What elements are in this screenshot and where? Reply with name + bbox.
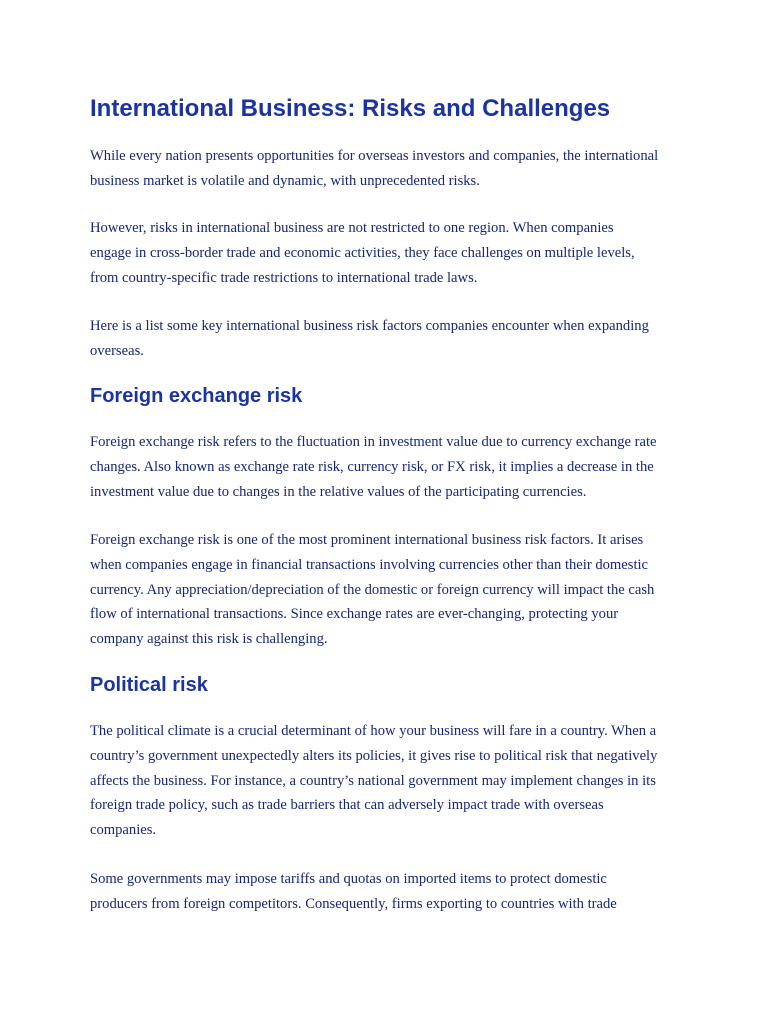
text-line: Here is a list some key international business risk factors companies encounter when expanding — [90, 318, 649, 334]
text-line: investment value due to changes in the relative values of the participating currencies. — [90, 483, 587, 500]
political-risk-paragraph-2 — [90, 867, 617, 917]
text-line: producers from foreign competitors. Consequently, firms exporting to countries with trade — [90, 895, 617, 912]
text-line: The political climate is a crucial determinant of how your business will fare in a country. When a — [90, 723, 657, 739]
section-heading-political-risk: Political risk — [90, 674, 208, 696]
text-line: While every nation presents opportunities for overseas investors and companies, the international — [90, 148, 659, 164]
text-line: companies. — [90, 822, 157, 839]
text-line: affects the business. For instance, a country’s national government may implement changes in its — [90, 772, 656, 789]
text-line: currency. Any appreciation/depreciation of the domestic or foreign currency will impact the cash — [90, 581, 655, 598]
text-line: when companies engage in financial transactions involving currencies other than their domestic — [90, 556, 649, 573]
text-line: flow of international transactions. Since exchange rates are ever-changing, protecting your — [90, 606, 619, 623]
text-line: Foreign exchange risk is one of the most prominent international business risk factors. It arises — [90, 532, 644, 548]
text-line: changes. Also known as exchange rate risk, currency risk, or FX risk, it implies a decrease in the — [90, 458, 654, 475]
intro-paragraph-1 — [90, 144, 658, 194]
text-line: country’s government unexpectedly alters its policies, it gives rise to political risk that negatively — [90, 747, 658, 764]
foreign-exchange-paragraph-2 — [90, 528, 654, 652]
intro-paragraph-2 — [90, 216, 635, 290]
text-line: foreign trade policy, such as trade barriers that can adversely impact trade with overseas — [90, 797, 604, 814]
text-line: Some governments may impose tariffs and quotas on imported items to protect domestic — [90, 871, 607, 887]
text-line: overseas. — [90, 342, 144, 359]
text-line: from country-specific trade restrictions to international trade laws. — [90, 269, 478, 286]
intro-paragraph-3 — [90, 314, 649, 364]
text-line: business market is volatile and dynamic, with unprecedented risks. — [90, 172, 480, 189]
page-title: International Business: Risks and Challenges — [90, 95, 611, 122]
foreign-exchange-paragraph-1 — [90, 430, 657, 504]
political-risk-paragraph-1 — [90, 719, 657, 843]
text-line: engage in cross-border trade and economic activities, they face challenges on multiple levels, — [90, 244, 635, 261]
section-heading-foreign-exchange-risk: Foreign exchange risk — [90, 385, 303, 407]
text-line: Foreign exchange risk refers to the fluctuation in investment value due to currency exchange rate — [90, 434, 657, 450]
text-line: company against this risk is challenging. — [90, 631, 328, 648]
text-line: However, risks in international business are not restricted to one region. When companies — [90, 220, 614, 236]
article — [90, 0, 682, 1024]
